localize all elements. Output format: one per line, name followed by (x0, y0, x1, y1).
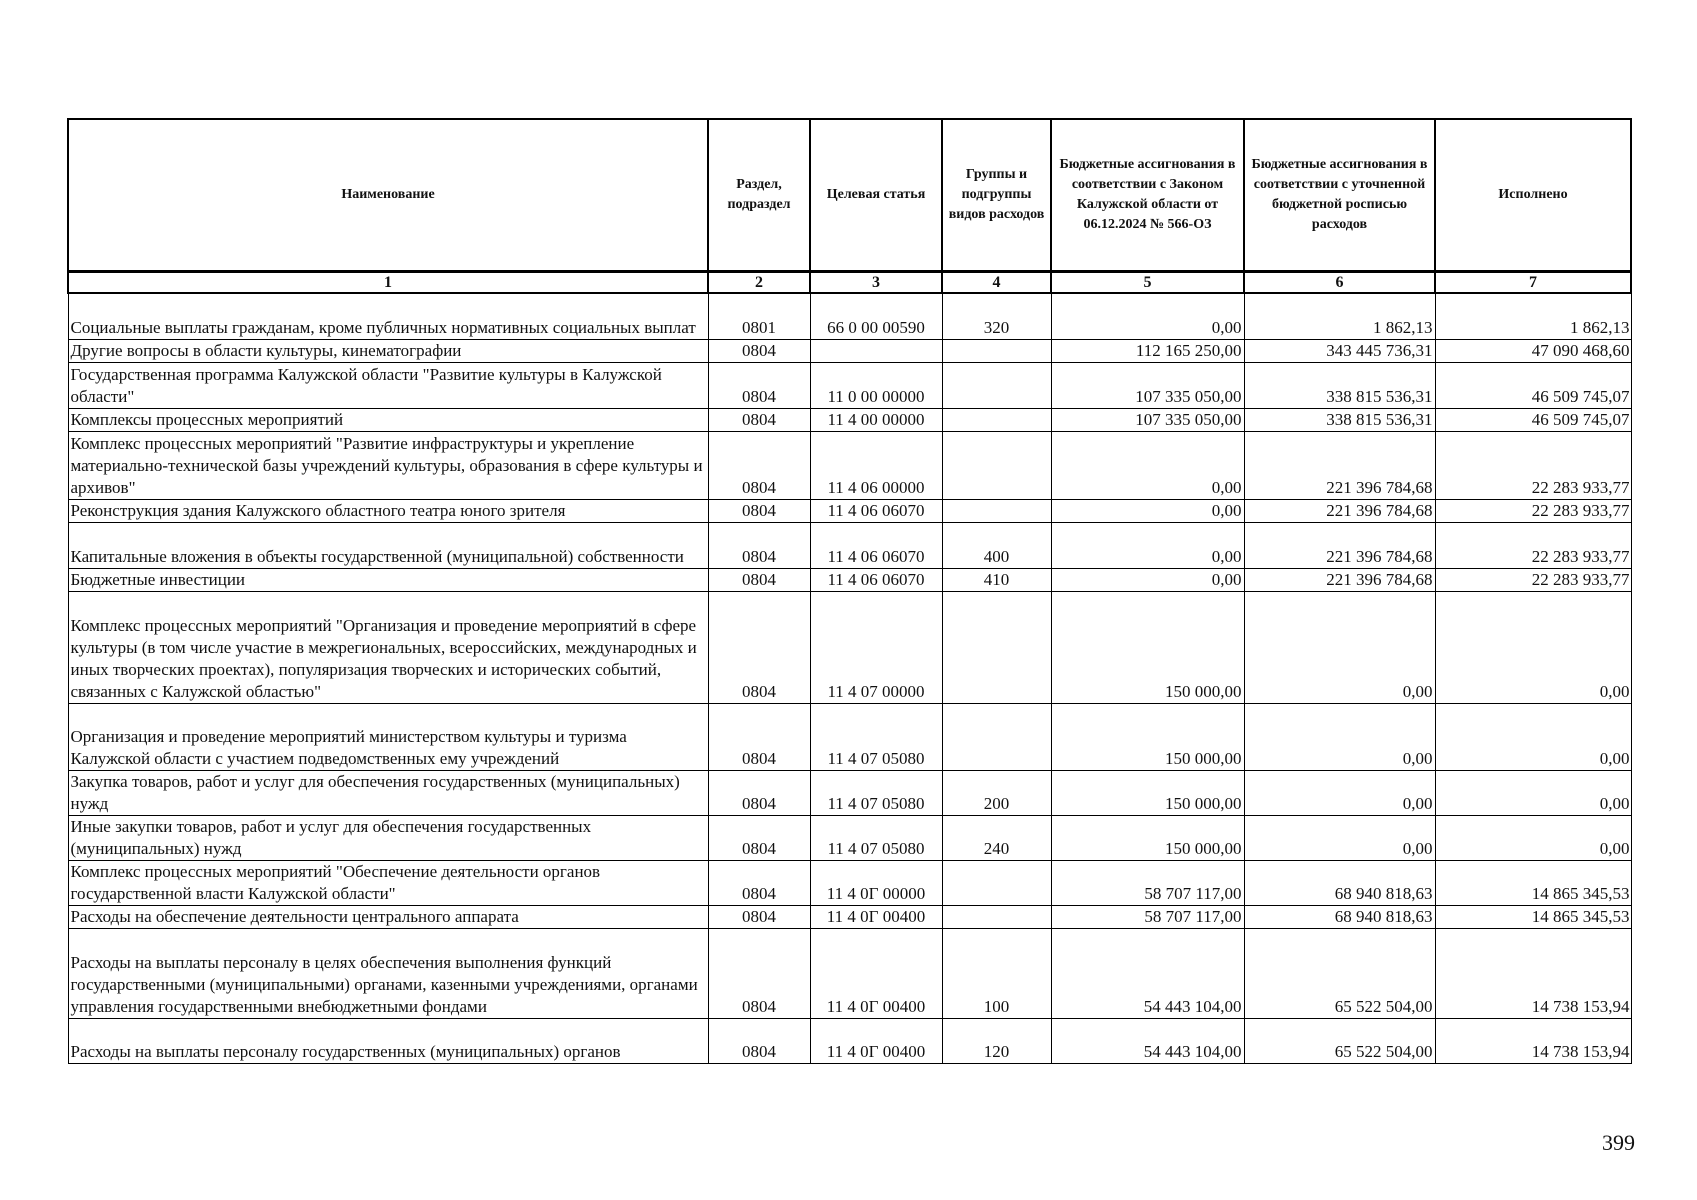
row-group-cell: 120 (942, 1019, 1051, 1064)
row-name-cell: Расходы на обеспечение деятельности центрального аппарата (68, 906, 708, 929)
column-number: 7 (1435, 272, 1631, 294)
row-group-cell (942, 704, 1051, 771)
row-executed-amount-cell: 0,00 (1435, 704, 1631, 771)
row-section-cell: 0804 (708, 771, 810, 816)
table-row (68, 523, 1631, 569)
table-row (68, 569, 1631, 592)
row-target-cell: 11 4 00 00000 (810, 409, 942, 432)
row-group-cell (942, 861, 1051, 906)
row-group-cell: 400 (942, 523, 1051, 569)
row-refined-amount-cell: 221 396 784,68 (1244, 523, 1435, 569)
row-name-cell: Другие вопросы в области культуры, кинематографии (68, 340, 708, 363)
row-executed-amount-cell: 22 283 933,77 (1435, 569, 1631, 592)
row-executed-amount-cell: 14 865 345,53 (1435, 906, 1631, 929)
row-refined-amount-cell: 68 940 818,63 (1244, 906, 1435, 929)
row-refined-amount-cell: 221 396 784,68 (1244, 432, 1435, 500)
row-target-cell: 11 4 06 06070 (810, 500, 942, 523)
table-row (68, 861, 1631, 906)
budget-table (67, 118, 1632, 1064)
row-target-cell: 11 4 07 00000 (810, 592, 942, 704)
row-law-amount-cell: 0,00 (1051, 500, 1244, 523)
budget-table-sheet (67, 118, 1630, 1064)
row-executed-amount-cell: 22 283 933,77 (1435, 432, 1631, 500)
row-target-cell: 66 0 00 00590 (810, 293, 942, 340)
row-section-cell: 0801 (708, 293, 810, 340)
row-refined-amount-cell: 221 396 784,68 (1244, 500, 1435, 523)
row-law-amount-cell: 150 000,00 (1051, 816, 1244, 861)
row-group-cell (942, 500, 1051, 523)
row-refined-amount-cell: 65 522 504,00 (1244, 1019, 1435, 1064)
table-row (68, 816, 1631, 861)
row-name-cell: Комплекс процессных мероприятий "Обеспечение деятельности органов государственной власти Калужской области" (68, 861, 708, 906)
row-group-cell (942, 340, 1051, 363)
row-refined-amount-cell: 0,00 (1244, 771, 1435, 816)
row-group-cell: 320 (942, 293, 1051, 340)
row-target-cell: 11 4 06 06070 (810, 523, 942, 569)
row-executed-amount-cell: 46 509 745,07 (1435, 363, 1631, 409)
row-target-cell: 11 0 00 00000 (810, 363, 942, 409)
row-law-amount-cell: 54 443 104,00 (1051, 929, 1244, 1019)
row-target-cell: 11 4 06 00000 (810, 432, 942, 500)
row-name-cell: Капитальные вложения в объекты государственной (муниципальной) собственности (68, 523, 708, 569)
row-executed-amount-cell: 14 738 153,94 (1435, 929, 1631, 1019)
column-number: 6 (1244, 272, 1435, 294)
row-name-cell: Организация и проведение мероприятий министерством культуры и туризма Калужской области с участием подведомственных ему учреждений (68, 704, 708, 771)
row-executed-amount-cell: 14 865 345,53 (1435, 861, 1631, 906)
table-row (68, 1019, 1631, 1064)
header-target: Целевая статья (810, 119, 942, 272)
row-group-cell (942, 592, 1051, 704)
row-refined-amount-cell: 1 862,13 (1244, 293, 1435, 340)
row-law-amount-cell: 58 707 117,00 (1051, 906, 1244, 929)
row-group-cell: 100 (942, 929, 1051, 1019)
row-law-amount-cell: 150 000,00 (1051, 704, 1244, 771)
row-section-cell: 0804 (708, 500, 810, 523)
row-group-cell (942, 906, 1051, 929)
header-group: Группы и подгруппы видов расходов (942, 119, 1051, 272)
row-section-cell: 0804 (708, 409, 810, 432)
table-row (68, 500, 1631, 523)
row-law-amount-cell: 107 335 050,00 (1051, 363, 1244, 409)
row-refined-amount-cell: 0,00 (1244, 704, 1435, 771)
row-target-cell: 11 4 0Г 00400 (810, 1019, 942, 1064)
header-law: Бюджетные ассигнования в соответствии с Законом Калужской области от 06.12.2024 № 566-ОЗ (1051, 119, 1244, 272)
row-name-cell: Государственная программа Калужской области "Развитие культуры в Калужской области" (68, 363, 708, 409)
row-name-cell: Комплекс процессных мероприятий "Развитие инфраструктуры и укрепление материально-технической базы учреждений культуры, образования в сфере культуры и архивов" (68, 432, 708, 500)
row-executed-amount-cell: 1 862,13 (1435, 293, 1631, 340)
row-refined-amount-cell: 338 815 536,31 (1244, 409, 1435, 432)
row-executed-amount-cell: 0,00 (1435, 816, 1631, 861)
row-law-amount-cell: 0,00 (1051, 293, 1244, 340)
row-target-cell: 11 4 0Г 00400 (810, 906, 942, 929)
row-law-amount-cell: 0,00 (1051, 523, 1244, 569)
row-refined-amount-cell: 68 940 818,63 (1244, 861, 1435, 906)
row-name-cell: Расходы на выплаты персоналу государственных (муниципальных) органов (68, 1019, 708, 1064)
page-number: 399 (1602, 1130, 1635, 1155)
row-section-cell: 0804 (708, 523, 810, 569)
row-name-cell: Социальные выплаты гражданам, кроме публичных нормативных социальных выплат (68, 293, 708, 340)
column-number-row (68, 272, 1631, 294)
row-target-cell: 11 4 06 06070 (810, 569, 942, 592)
header-name: Наименование (68, 119, 708, 272)
row-section-cell: 0804 (708, 861, 810, 906)
row-section-cell: 0804 (708, 569, 810, 592)
row-refined-amount-cell: 0,00 (1244, 592, 1435, 704)
row-target-cell: 11 4 07 05080 (810, 816, 942, 861)
row-group-cell: 410 (942, 569, 1051, 592)
row-section-cell: 0804 (708, 816, 810, 861)
row-executed-amount-cell: 0,00 (1435, 771, 1631, 816)
table-row (68, 929, 1631, 1019)
row-section-cell: 0804 (708, 432, 810, 500)
column-number: 2 (708, 272, 810, 294)
row-name-cell: Комплексы процессных мероприятий (68, 409, 708, 432)
table-row (68, 293, 1631, 340)
row-group-cell: 200 (942, 771, 1051, 816)
row-section-cell: 0804 (708, 592, 810, 704)
row-law-amount-cell: 150 000,00 (1051, 771, 1244, 816)
row-refined-amount-cell: 0,00 (1244, 816, 1435, 861)
row-name-cell: Бюджетные инвестиции (68, 569, 708, 592)
column-number: 1 (68, 272, 708, 294)
column-number: 4 (942, 272, 1051, 294)
row-section-cell: 0804 (708, 906, 810, 929)
row-law-amount-cell: 112 165 250,00 (1051, 340, 1244, 363)
column-number: 5 (1051, 272, 1244, 294)
row-section-cell: 0804 (708, 704, 810, 771)
table-row (68, 906, 1631, 929)
table-row (68, 432, 1631, 500)
table-row (68, 340, 1631, 363)
row-executed-amount-cell: 0,00 (1435, 592, 1631, 704)
row-executed-amount-cell: 46 509 745,07 (1435, 409, 1631, 432)
table-row (68, 771, 1631, 816)
header-section: Раздел, подраздел (708, 119, 810, 272)
row-group-cell (942, 432, 1051, 500)
row-law-amount-cell: 150 000,00 (1051, 592, 1244, 704)
row-executed-amount-cell: 14 738 153,94 (1435, 1019, 1631, 1064)
table-row (68, 592, 1631, 704)
row-group-cell: 240 (942, 816, 1051, 861)
column-number: 3 (810, 272, 942, 294)
row-law-amount-cell: 107 335 050,00 (1051, 409, 1244, 432)
table-header-row (68, 119, 1631, 272)
row-refined-amount-cell: 221 396 784,68 (1244, 569, 1435, 592)
table-row (68, 363, 1631, 409)
table-row (68, 409, 1631, 432)
row-law-amount-cell: 0,00 (1051, 432, 1244, 500)
table-body (68, 293, 1631, 1064)
row-group-cell (942, 363, 1051, 409)
row-section-cell: 0804 (708, 929, 810, 1019)
row-law-amount-cell: 0,00 (1051, 569, 1244, 592)
row-section-cell: 0804 (708, 363, 810, 409)
row-name-cell: Закупка товаров, работ и услуг для обеспечения государственных (муниципальных) нужд (68, 771, 708, 816)
row-target-cell (810, 340, 942, 363)
row-law-amount-cell: 54 443 104,00 (1051, 1019, 1244, 1064)
row-name-cell: Расходы на выплаты персоналу в целях обеспечения выполнения функций государственными (муниципальными) органами, казенными учреждениями, органами управления государственными внебюджетными фондами (68, 929, 708, 1019)
row-refined-amount-cell: 338 815 536,31 (1244, 363, 1435, 409)
row-target-cell: 11 4 0Г 00400 (810, 929, 942, 1019)
row-law-amount-cell: 58 707 117,00 (1051, 861, 1244, 906)
row-executed-amount-cell: 22 283 933,77 (1435, 523, 1631, 569)
row-group-cell (942, 409, 1051, 432)
table-row (68, 704, 1631, 771)
row-target-cell: 11 4 0Г 00000 (810, 861, 942, 906)
row-section-cell: 0804 (708, 1019, 810, 1064)
row-executed-amount-cell: 47 090 468,60 (1435, 340, 1631, 363)
row-refined-amount-cell: 343 445 736,31 (1244, 340, 1435, 363)
row-name-cell: Комплекс процессных мероприятий "Организация и проведение мероприятий в сфере культуры (в том числе участие в межрегиональных, всероссийских, международных и иных творческих проектах), популяризация творческих и исторических событий, связанных с Калужской областью" (68, 592, 708, 704)
row-executed-amount-cell: 22 283 933,77 (1435, 500, 1631, 523)
row-name-cell: Иные закупки товаров, работ и услуг для обеспечения государственных (муниципальных) нужд (68, 816, 708, 861)
row-target-cell: 11 4 07 05080 (810, 704, 942, 771)
row-target-cell: 11 4 07 05080 (810, 771, 942, 816)
row-refined-amount-cell: 65 522 504,00 (1244, 929, 1435, 1019)
row-name-cell: Реконструкция здания Калужского областного театра юного зрителя (68, 500, 708, 523)
header-refined: Бюджетные ассигнования в соответствии с уточненной бюджетной росписью расходов (1244, 119, 1435, 272)
header-executed: Исполнено (1435, 119, 1631, 272)
row-section-cell: 0804 (708, 340, 810, 363)
